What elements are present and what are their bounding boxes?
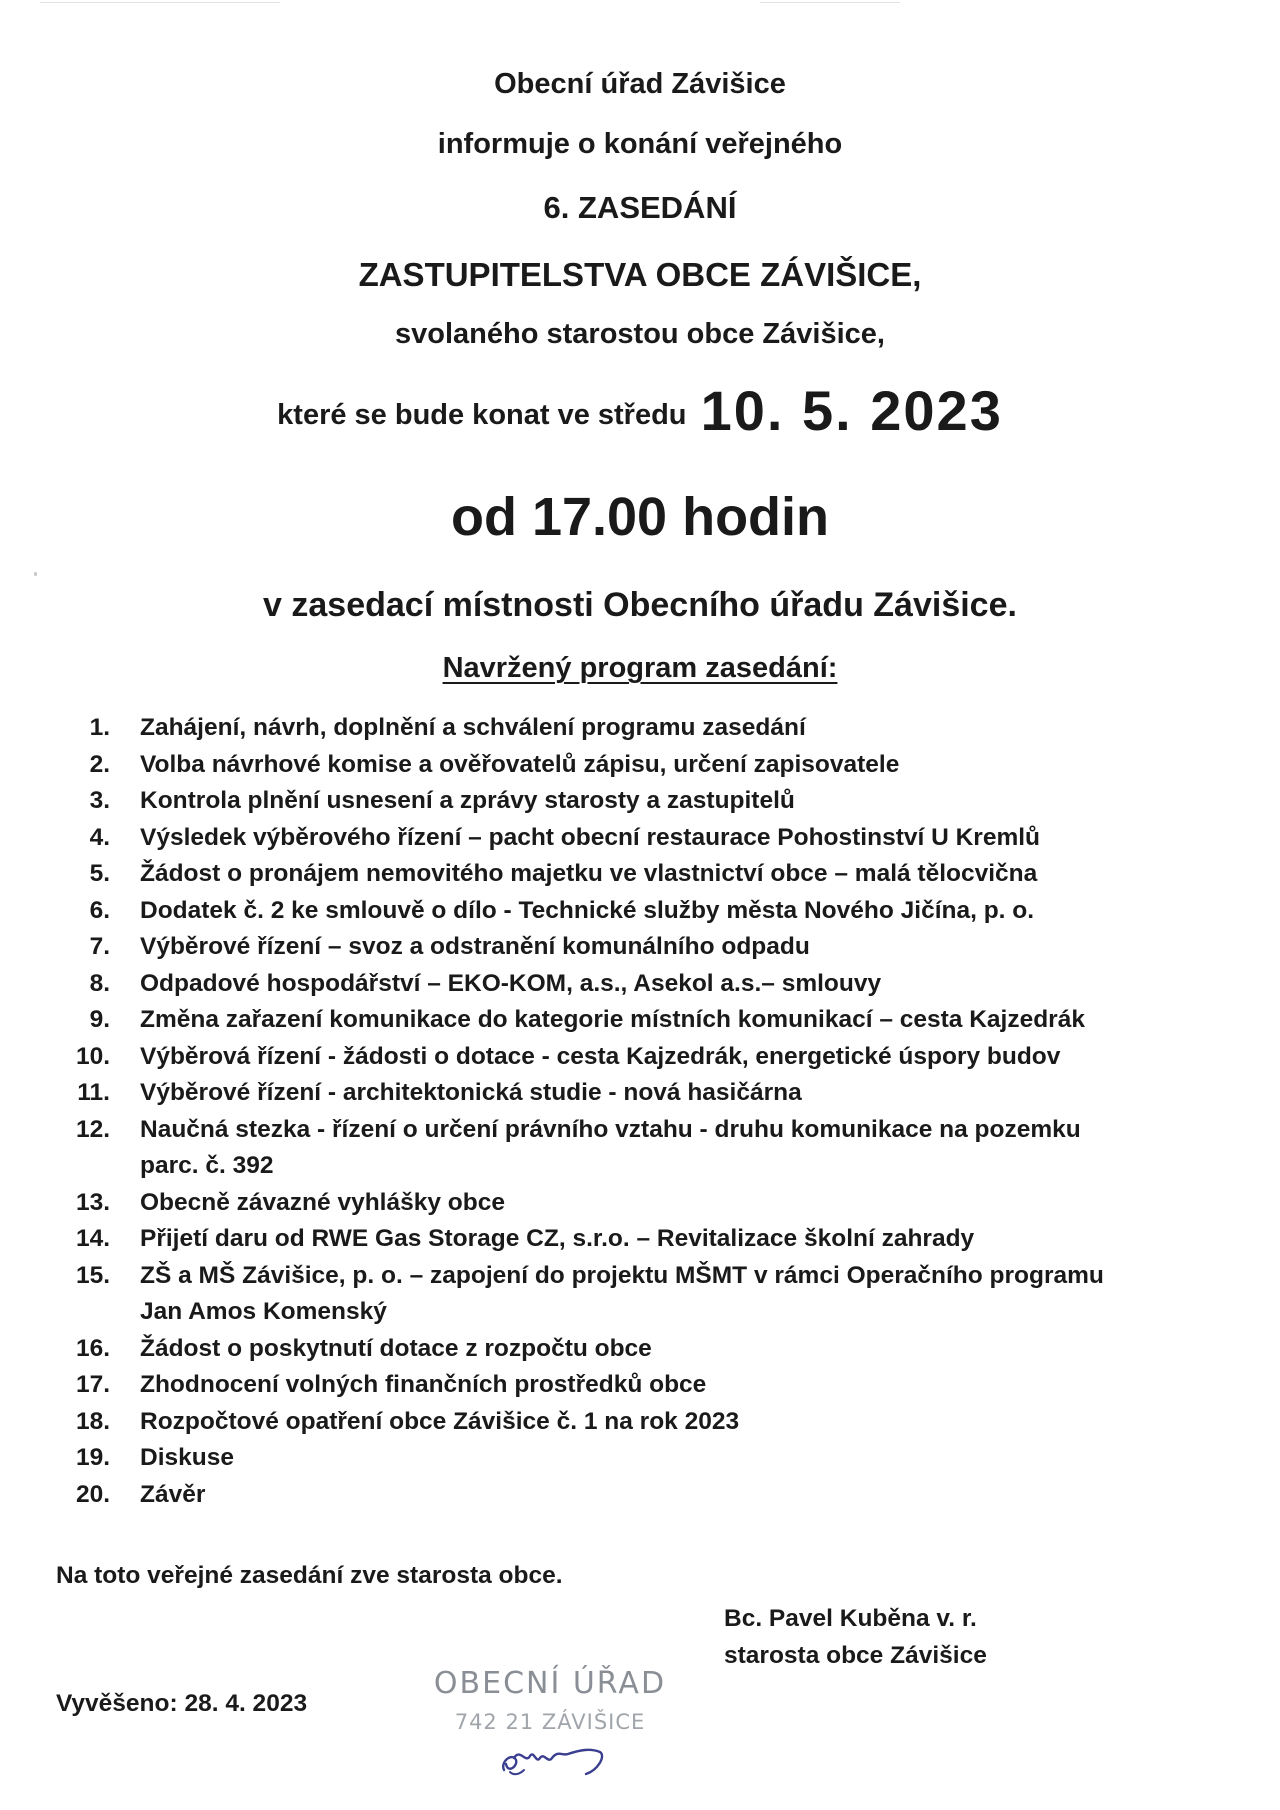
list-item <box>55 1002 1235 1039</box>
list-item <box>55 710 1235 747</box>
invitation-text: Na toto veřejné zasedání zve starosta obce. <box>56 1562 563 1589</box>
convened-line: svolaného starostou obce Závišice, <box>395 318 885 350</box>
stamp-line-2: 742 21 ZÁVIŠICE <box>454 1710 646 1734</box>
item-text: Volba návrhové komise a ověřovatelů zápisu, určení zapisovatele <box>140 750 900 778</box>
item-text: Naučná stezka - řízení o určení právního vztahu - druhu komunikace na pozemku <box>140 1115 1081 1143</box>
item-text-continued: Jan Amos Komenský <box>140 1298 387 1325</box>
council-title: ZASTUPITELSTVA OBCE ZÁVIŠICE, <box>358 256 922 293</box>
office-stamp <box>410 1666 690 1786</box>
item-text: Změna zařazení komunikace do kategorie místních komunikací – cesta Kajzedrák <box>140 1006 1085 1033</box>
handwritten-signature-icon <box>490 1734 630 1782</box>
program-heading <box>0 652 1280 685</box>
item-number: 14. <box>75 1225 110 1252</box>
item-number: 2. <box>89 750 110 778</box>
item-text: Výběrová řízení - žádosti o dotace - cesta Kajzedrák, energetické úspory budov <box>140 1042 1061 1070</box>
meeting-date-line <box>0 378 1280 443</box>
item-text: Odpadové hospodářství – EKO-KOM, a.s., Asekol a.s.– smlouvy <box>140 969 882 997</box>
item-text: Přijetí daru od RWE Gas Storage CZ, s.r.o. – Revitalizace školní zahrady <box>140 1225 975 1252</box>
item-text: Výsledek výběrového řízení – pacht obecní restaurace Pohostinství U Kremlů <box>140 823 1041 851</box>
list-item <box>55 1258 1235 1331</box>
meeting-time: od 17.00 hodin <box>450 487 830 547</box>
list-item <box>55 893 1235 930</box>
item-number: 10. <box>75 1042 110 1070</box>
session-title: 6. ZASEDÁNÍ <box>543 190 737 225</box>
item-number: 16. <box>75 1334 110 1362</box>
item-text: Zahájení, návrh, doplnění a schválení programu zasedání <box>140 714 806 741</box>
signer-name: Bc. Pavel Kuběna v. r. <box>724 1605 977 1632</box>
item-number: 12. <box>75 1115 110 1143</box>
meeting-date: 10. 5. 2023 <box>700 379 1003 442</box>
item-text: Výběrové řízení – svoz a odstranění komunálního odpadu <box>140 933 810 960</box>
signer-role: starosta obce Závišice <box>724 1642 987 1669</box>
scan-edge-line <box>760 2 900 3</box>
item-number: 4. <box>89 823 110 851</box>
item-text: Zhodnocení volných finančních prostředků obce <box>140 1371 707 1398</box>
item-number: 20. <box>75 1480 110 1508</box>
list-item <box>55 1404 1235 1441</box>
item-text: ZŠ a MŠ Závišice, p. o. – zapojení do projektu MŠMT v rámci Operačního programu <box>140 1261 1104 1289</box>
list-item <box>55 1331 1235 1368</box>
item-number: 6. <box>89 896 110 924</box>
scan-edge-line <box>40 2 280 3</box>
item-number: 15. <box>75 1261 110 1289</box>
item-text: Diskuse <box>140 1444 234 1471</box>
item-number: 3. <box>89 787 110 814</box>
signature-block <box>724 1600 987 1674</box>
list-item <box>55 1221 1235 1258</box>
list-item <box>55 1440 1235 1477</box>
office-name: Obecní úřad Závišice <box>494 68 786 100</box>
agenda-list <box>55 710 1235 1513</box>
item-text: Dodatek č. 2 ke smlouvě o dílo - Technické služby města Nového Jičína, p. o. <box>140 896 1035 924</box>
item-number: 7. <box>89 933 110 960</box>
item-text: Rozpočtové opatření obce Závišice č. 1 na rok 2023 <box>140 1407 740 1435</box>
stamp-line-1: OBECNÍ ÚŘAD <box>433 1666 667 1701</box>
item-number: 13. <box>75 1188 110 1216</box>
item-text: Kontrola plnění usnesení a zprávy starosty a zastupitelů <box>140 787 795 814</box>
item-text: Závěr <box>140 1480 206 1508</box>
item-text-continued: parc. č. 392 <box>140 1152 274 1179</box>
list-item <box>55 1075 1235 1112</box>
item-number: 17. <box>75 1371 110 1398</box>
item-number: 5. <box>89 860 110 887</box>
item-number: 19. <box>75 1444 110 1471</box>
scan-speck <box>34 572 37 576</box>
date-prefix: které se bude konat ve středu <box>277 399 687 431</box>
list-item <box>55 1367 1235 1404</box>
list-item <box>55 966 1235 1003</box>
program-title: Navržený program zasedání: <box>442 652 838 684</box>
list-item <box>55 856 1235 893</box>
list-item <box>55 1039 1235 1076</box>
item-text: Žádost o poskytnutí dotace z rozpočtu obce <box>140 1334 652 1362</box>
item-text: Obecně závazné vyhlášky obce <box>140 1188 505 1216</box>
list-item <box>55 747 1235 784</box>
list-item <box>55 929 1235 966</box>
meeting-place: v zasedací místnosti Obecního úřadu Závišice. <box>263 586 1017 624</box>
list-item <box>55 783 1235 820</box>
item-text: Výběrové řízení - architektonická studie - nová hasičárna <box>140 1079 802 1106</box>
item-number: 8. <box>89 969 110 997</box>
item-number: 18. <box>75 1407 110 1435</box>
item-number: 9. <box>89 1006 110 1033</box>
list-item <box>55 1477 1235 1514</box>
posted-date: Vyvěšeno: 28. 4. 2023 <box>56 1690 308 1717</box>
informs-line: informuje o konání veřejného <box>437 128 843 160</box>
list-item <box>55 820 1235 857</box>
item-text: Žádost o pronájem nemovitého majetku ve vlastnictví obce – malá tělocvična <box>140 860 1038 887</box>
list-item <box>55 1185 1235 1222</box>
list-item <box>55 1112 1235 1185</box>
item-number: 1. <box>89 714 110 741</box>
item-number: 11. <box>77 1079 110 1106</box>
